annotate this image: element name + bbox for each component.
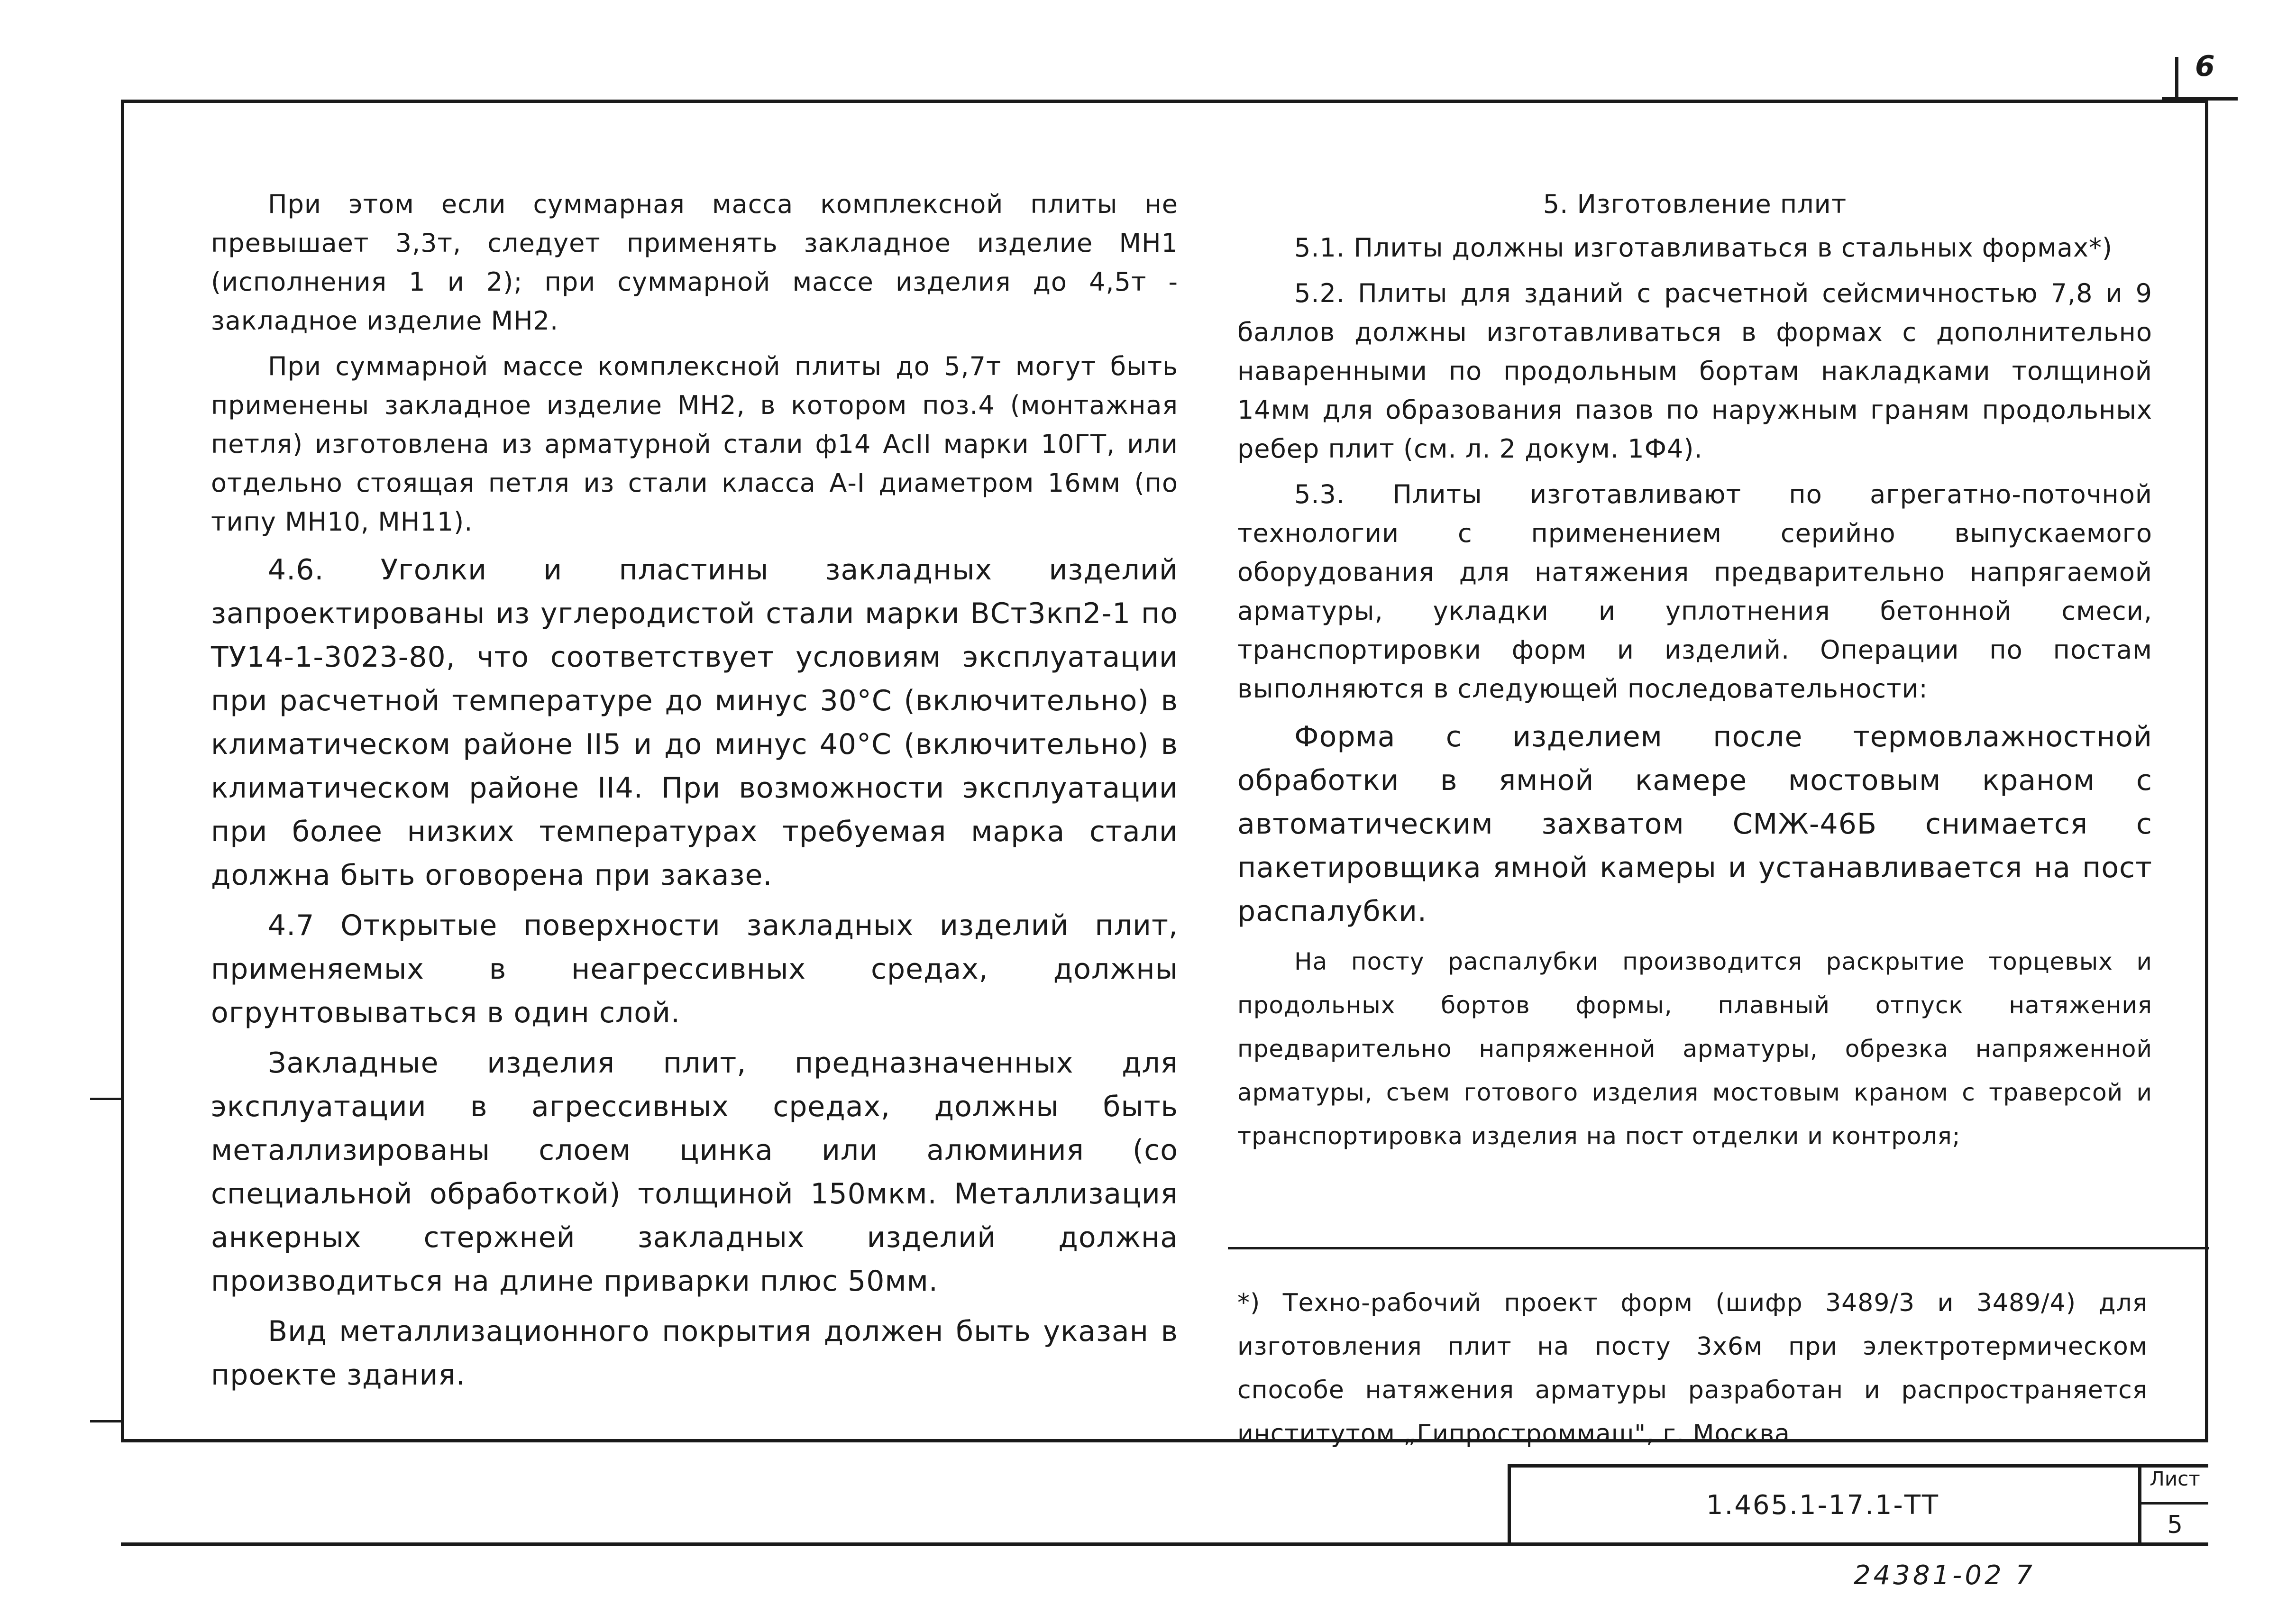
footnote-rule — [1228, 1247, 2209, 1249]
top-border-line — [2162, 97, 2238, 101]
paragraph: Форма с изделием после термовлажностной обработки в ямной камере мостовым краном с автоматическим захватом СМЖ-46Б снимается с пакетировщика ямной камеры и устанавливается на пост распалубки. — [1237, 720, 2152, 928]
paragraph: При суммарной массе комплексной плиты до 5,7т могут быть применены закладное изделие МН2, в котором поз.4 (монтажная петля) изготовлена из арматурной стали ф14 АсII марки 10ГТ, или отдельно стоящая петля из стали класса А-I диаметром 16мм (по типу МН10, МН11). — [211, 351, 1178, 537]
paragraph: Вид металлизационного покрытия должен быть указан в проекте здания. — [211, 1315, 1178, 1392]
paragraph: На посту распалубки производится раскрытие торцевых и продольных бортов формы, плавный отпуск натяжения предварительно напряженной арматуры, обрезка напряженной арматуры, съем готового изделия мостовым краном с траверсой и транспортировка изделия на пост отделки и контроля; — [1237, 948, 2152, 1150]
paragraph-5-3: 5.3. Плиты изготавливают по агрегатно-поточной технологии с применением серийно выпускаемого оборудования для натяжения предварительно напрягаемой арматуры, укладки и уплотнения бетонной смеси, транспортировки форм и изделий. Операции по постам выполняются в следующей последовательности: — [1237, 479, 2152, 704]
right-column — [1237, 185, 2152, 1165]
footnote: *) Техно-рабочий проект форм (шифр 3489/3 и 3489/4) для изготовления плит на посту 3х6м при электротермическом способе натяжения арматуры разработан и распространяется институтом „Гипростроммаш", г. Москва — [1237, 1289, 2148, 1448]
page-number-divider — [2175, 57, 2178, 100]
page-number: 6 — [2195, 50, 2215, 83]
left-column — [211, 185, 1178, 1404]
paragraph-4-6: 4.6. Уголки и пластины закладных изделий запроектированы из углеродистой стали марки ВСт3кп2-1 по ТУ14-1-3023-80, что соответствует условиям эксплуатации при расчетной температуре до минус 30°С (включительно) в климатическом районе II5 и до минус 40°С (включительно) в климатическом районе II4. При возможности эксплуатации при более низких температурах требуемая марка стали должна быть оговорена при заказе. — [211, 553, 1178, 892]
paragraph-4-7: 4.7 Открытые поверхности закладных изделий плит, применяемых в неагрессивных средах, должны огрунтовываться в один слой. — [211, 909, 1178, 1029]
paragraph-5-2: 5.2. Плиты для зданий с расчетной сейсмичностью 7,8 и 9 баллов должны изготавливаться в формах с дополнительно наваренными по продольным бортам накладками толщиной 14мм для образования пазов по наружным граням продольных ребер плит (см. л. 2 докум. 1Ф4). — [1237, 278, 2152, 464]
paragraph-5-1: 5.1. Плиты должны изготавливаться в стальных формах*) — [1294, 233, 2113, 263]
margin-fold-mark — [90, 1098, 121, 1100]
sheet-label: Лист — [2150, 1467, 2200, 1490]
margin-fold-mark — [90, 1420, 121, 1422]
paragraph: Закладные изделия плит, предназначенных для эксплуатации в агрессивных средах, должны быть металлизированы слоем цинка или алюминия (со специальной обработкой) толщиной 150мкм. Металлизация анкерных стержней закладных изделий должна производиться на длине приварки плюс 50мм. — [211, 1046, 1178, 1298]
archive-number: 24381-02 7 — [1854, 1560, 2036, 1591]
document-code: 1.465.1-17.1-ТТ — [1706, 1489, 1940, 1521]
sheet-cell-divider — [2141, 1502, 2208, 1505]
section-heading: 5. Изготовление плит — [1543, 189, 1847, 219]
sheet-number: 5 — [2167, 1511, 2183, 1539]
paragraph: При этом если суммарная масса комплексной плиты не превышает 3,3т, следует применять закладное изделие МН1 (исполнения 1 и 2); при суммарной массе изделия до 4,5т - закладное изделие МН2. — [211, 189, 1178, 336]
bottom-border-line — [121, 1542, 2208, 1546]
sheet-number-cell — [2138, 1464, 2208, 1546]
